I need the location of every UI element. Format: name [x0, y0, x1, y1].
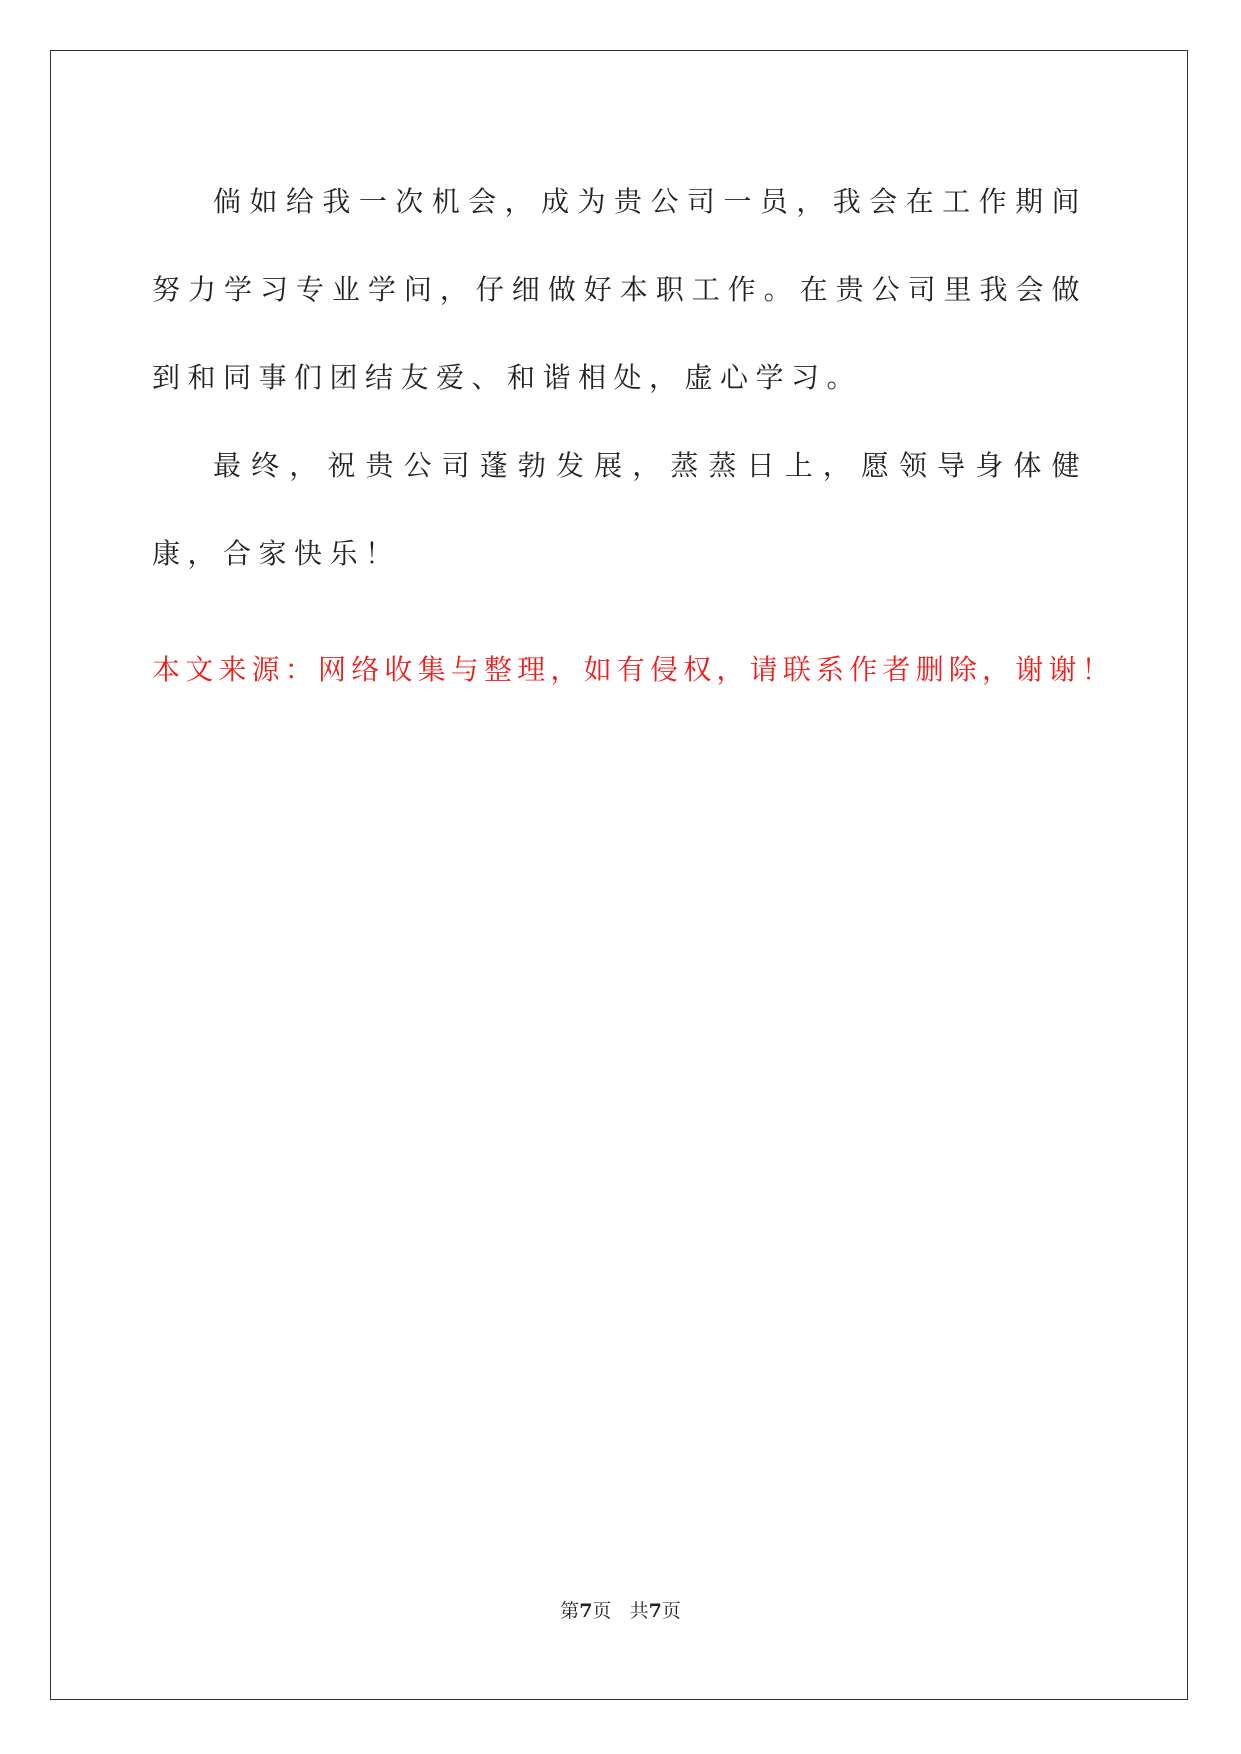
source-note: 本文来源：网络收集与整理，如有侵权，请联系作者删除，谢谢！	[152, 653, 1115, 686]
page-number: 7	[579, 1600, 593, 1622]
page-footer	[0, 1597, 1241, 1625]
total-pages: 7	[648, 1600, 662, 1622]
page-suffix: 页	[592, 1600, 612, 1622]
document-body	[152, 158, 1087, 598]
paragraph-1: 倘如给我一次机会，成为贵公司一员，我会在工作期间努力学习专业学问，仔细做好本职工作。在贵公司里我会做到和同事们团结友爱、和谐相处，虚心学习。	[152, 185, 1087, 394]
paragraph-2: 最终，祝贵公司蓬勃发展，蒸蒸日上，愿领导身体健康，合家快乐！	[152, 449, 1087, 570]
page-prefix: 第	[560, 1600, 580, 1622]
total-prefix: 共	[629, 1600, 649, 1622]
total-suffix: 页	[661, 1600, 681, 1622]
